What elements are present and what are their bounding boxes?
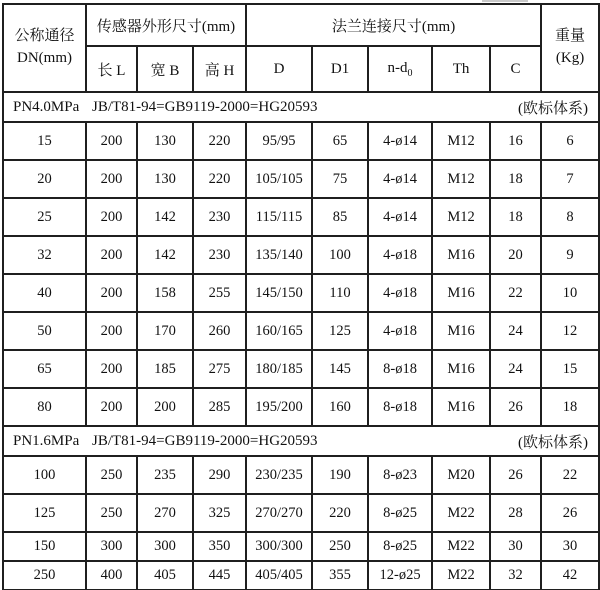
table-cell: 195/200	[246, 388, 312, 426]
table-cell: 270/270	[246, 494, 312, 532]
table-cell: 200	[137, 388, 193, 426]
col-header-th: Th	[432, 46, 490, 92]
table-cell: 100	[3, 456, 86, 494]
table-cell: 220	[193, 160, 246, 198]
table-cell: 25	[3, 198, 86, 236]
table-cell: 4-ø14	[368, 160, 432, 198]
table-cell: 350	[193, 532, 246, 561]
table-cell: 300/300	[246, 532, 312, 561]
table-cell: 26	[490, 456, 541, 494]
table-row	[3, 494, 599, 532]
section-pn4	[3, 92, 599, 426]
nd0-main: n-d	[387, 59, 408, 76]
table-cell: 26	[541, 494, 599, 532]
col-header-length: 长 L	[86, 46, 137, 92]
section-header-cell	[3, 426, 599, 456]
table-cell: 300	[137, 532, 193, 561]
table-row	[3, 160, 599, 198]
col-header-width: 宽 B	[137, 46, 193, 92]
table-cell: 8-ø23	[368, 456, 432, 494]
table-cell: 200	[86, 312, 137, 350]
dimension-spec-table	[2, 3, 600, 590]
table-cell: 30	[541, 532, 599, 561]
table-cell: 32	[490, 561, 541, 590]
table-cell: 18	[490, 160, 541, 198]
table-cell: 7	[541, 160, 599, 198]
table-cell: 185	[137, 350, 193, 388]
table-cell: 85	[312, 198, 368, 236]
section-header-row	[3, 426, 599, 456]
table-cell: 4-ø18	[368, 312, 432, 350]
table-row	[3, 350, 599, 388]
table-cell: 32	[3, 236, 86, 274]
table-cell: 10	[541, 274, 599, 312]
header-sub-row	[3, 46, 599, 92]
col-header-weight-line1: 重量	[555, 28, 586, 45]
table-cell: 4-ø18	[368, 236, 432, 274]
table-cell: 285	[193, 388, 246, 426]
table-cell: 50	[3, 312, 86, 350]
table-cell: 405/405	[246, 561, 312, 590]
table-cell: 445	[193, 561, 246, 590]
table-cell: 142	[137, 236, 193, 274]
col-header-dn	[3, 4, 86, 92]
table-cell: M16	[432, 312, 490, 350]
table-cell: 190	[312, 456, 368, 494]
table-cell: 405	[137, 561, 193, 590]
table-header	[3, 4, 599, 92]
table-row	[3, 561, 599, 590]
table-cell: 15	[3, 122, 86, 160]
table-cell: 40	[3, 274, 86, 312]
table-cell: 65	[3, 350, 86, 388]
col-header-c: C	[490, 46, 541, 92]
table-cell: 130	[137, 160, 193, 198]
col-header-dn-line2: DN(mm)	[17, 50, 72, 66]
table-cell: 200	[86, 388, 137, 426]
col-header-weight	[541, 4, 599, 92]
table-cell: 230	[193, 236, 246, 274]
table-cell: 42	[541, 561, 599, 590]
table-cell: 105/105	[246, 160, 312, 198]
table-cell: 15	[541, 350, 599, 388]
col-header-weight-line2: (Kg)	[555, 50, 585, 66]
pressure-rating-label: PN1.6MPa	[13, 432, 80, 449]
table-cell: 250	[86, 456, 137, 494]
table-cell: 18	[490, 198, 541, 236]
col-header-dn-line1: 公称通径	[14, 28, 75, 45]
table-cell: 8-ø25	[368, 532, 432, 561]
table-cell: 255	[193, 274, 246, 312]
table-row	[3, 312, 599, 350]
table-row	[3, 122, 599, 160]
table-cell: 230	[193, 198, 246, 236]
table-cell: 200	[86, 198, 137, 236]
table-cell: 8	[541, 198, 599, 236]
table-cell: 275	[193, 350, 246, 388]
table-cell: 220	[193, 122, 246, 160]
table-cell: M22	[432, 561, 490, 590]
table-cell: 12	[541, 312, 599, 350]
table-cell: M16	[432, 274, 490, 312]
table-cell: 28	[490, 494, 541, 532]
table-cell: M12	[432, 122, 490, 160]
table-cell: 115/115	[246, 198, 312, 236]
table-cell: 8-ø18	[368, 350, 432, 388]
standard-reference-label: JB/T81-94=GB9119-2000=HG20593	[92, 432, 318, 449]
table-cell: 135/140	[246, 236, 312, 274]
table-cell: 75	[312, 160, 368, 198]
table-cell: 200	[86, 236, 137, 274]
table-cell: M12	[432, 160, 490, 198]
nd0-subscript: 0	[407, 67, 413, 79]
section-header-row	[3, 92, 599, 122]
table-cell: 170	[137, 312, 193, 350]
table-cell: 130	[137, 122, 193, 160]
table-cell: 355	[312, 561, 368, 590]
table-cell: 9	[541, 236, 599, 274]
table-cell: M22	[432, 532, 490, 561]
table-row	[3, 532, 599, 561]
table-cell: 65	[312, 122, 368, 160]
standard-system-note: (欧标体系)	[518, 434, 589, 451]
table-cell: M22	[432, 494, 490, 532]
table-cell: 145	[312, 350, 368, 388]
table-cell: 150	[3, 532, 86, 561]
standard-reference-label: JB/T81-94=GB9119-2000=HG20593	[92, 98, 318, 115]
header-group-row	[3, 4, 599, 46]
table-cell: 125	[312, 312, 368, 350]
col-group-sensor-dimensions: 传感器外形尺寸(mm)	[86, 4, 246, 46]
table-row	[3, 236, 599, 274]
standard-system-note: (欧标体系)	[518, 100, 589, 117]
table-cell: 142	[137, 198, 193, 236]
table-cell: 400	[86, 561, 137, 590]
table-cell: 22	[490, 274, 541, 312]
table-cell: 200	[86, 122, 137, 160]
table-cell: M20	[432, 456, 490, 494]
table-cell: 80	[3, 388, 86, 426]
table-cell: 4-ø18	[368, 274, 432, 312]
table-cell: 4-ø14	[368, 198, 432, 236]
table-cell: M12	[432, 198, 490, 236]
table-cell: 8-ø25	[368, 494, 432, 532]
table-cell: M16	[432, 350, 490, 388]
table-cell: 110	[312, 274, 368, 312]
table-cell: 24	[490, 350, 541, 388]
table-cell: 22	[541, 456, 599, 494]
table-cell: 145/150	[246, 274, 312, 312]
table-cell: 220	[312, 494, 368, 532]
table-cell: 20	[3, 160, 86, 198]
table-cell: 100	[312, 236, 368, 274]
table-cell: 200	[86, 274, 137, 312]
table-cell: 300	[86, 532, 137, 561]
table-cell: 16	[490, 122, 541, 160]
table-cell: 30	[490, 532, 541, 561]
table-cell: 95/95	[246, 122, 312, 160]
col-header-d: D	[246, 46, 312, 92]
table-cell: 125	[3, 494, 86, 532]
table-cell: 180/185	[246, 350, 312, 388]
col-header-nd0	[368, 46, 432, 92]
table-cell: 160	[312, 388, 368, 426]
table-cell: 250	[86, 494, 137, 532]
table-cell: 260	[193, 312, 246, 350]
table-row	[3, 274, 599, 312]
table-cell: 250	[3, 561, 86, 590]
table-cell: 4-ø14	[368, 122, 432, 160]
table-cell: 6	[541, 122, 599, 160]
table-cell: 160/165	[246, 312, 312, 350]
table-cell: 26	[490, 388, 541, 426]
section-pn16	[3, 426, 599, 590]
cropped-text-artifact	[482, 0, 528, 2]
table-cell: 230/235	[246, 456, 312, 494]
col-group-flange-dimensions: 法兰连接尺寸(mm)	[246, 4, 541, 46]
table-cell: 200	[86, 160, 137, 198]
table-cell: 12-ø25	[368, 561, 432, 590]
table-row	[3, 198, 599, 236]
table-cell: 20	[490, 236, 541, 274]
table-row	[3, 388, 599, 426]
table-cell: 250	[312, 532, 368, 561]
table-cell: 8-ø18	[368, 388, 432, 426]
table-cell: 270	[137, 494, 193, 532]
table-cell: 200	[86, 350, 137, 388]
table-cell: 235	[137, 456, 193, 494]
table-cell: M16	[432, 388, 490, 426]
table-cell: 18	[541, 388, 599, 426]
table-cell: M16	[432, 236, 490, 274]
table-cell: 158	[137, 274, 193, 312]
table-row	[3, 456, 599, 494]
table-cell: 325	[193, 494, 246, 532]
table-cell: 24	[490, 312, 541, 350]
section-header-cell	[3, 92, 599, 122]
col-header-d1: D1	[312, 46, 368, 92]
pressure-rating-label: PN4.0MPa	[13, 98, 80, 115]
table-cell: 290	[193, 456, 246, 494]
col-header-height: 高 H	[193, 46, 246, 92]
